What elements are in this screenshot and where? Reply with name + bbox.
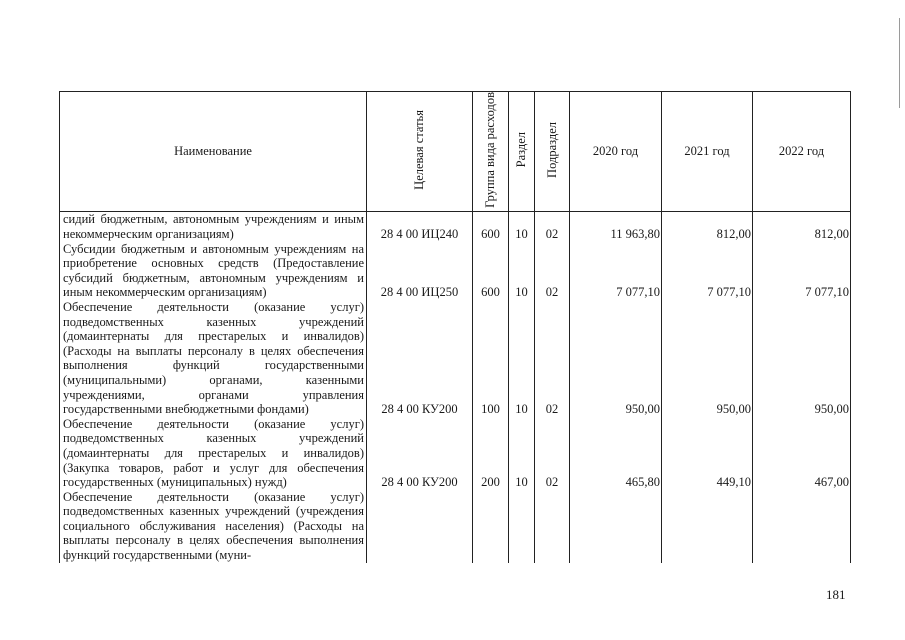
cell-section: 10 — [509, 300, 535, 417]
scan-edge-line — [899, 18, 900, 108]
page-number: 181 — [826, 587, 846, 602]
cell-section: 10 — [509, 417, 535, 490]
header-2021: 2021 год — [662, 92, 753, 212]
cell-2022: 7 077,10 — [753, 242, 851, 300]
cell-2020: 950,00 — [570, 300, 662, 417]
cell-section — [509, 490, 535, 563]
table-row — [60, 417, 851, 490]
cell-expense-group — [473, 490, 509, 563]
cell-2021: 7 077,10 — [662, 242, 753, 300]
cell-section: 10 — [509, 212, 535, 242]
cell-2020: 465,80 — [570, 417, 662, 490]
cell-2020: 11 963,80 — [570, 212, 662, 242]
header-target-article: Целевая статья — [367, 92, 473, 212]
cell-subsection: 02 — [535, 212, 570, 242]
cell-target-article: 28 4 00 ИЦ250 — [367, 242, 473, 300]
header-2022: 2022 год — [753, 92, 851, 212]
cell-expense-group: 600 — [473, 242, 509, 300]
cell-name: Обеспечение деятельности (оказание услуг) подведомственных казенных учреждений (домаинтернаты для престарелых и инвалидов) (Расходы на выплаты персоналу в целях обеспечения выполнения функций государственными (муниципальными) органами, казенными учреждениями, органами управления государственными внебюджетными фондами) — [60, 300, 367, 417]
cell-expense-group: 600 — [473, 212, 509, 242]
cell-section: 10 — [509, 242, 535, 300]
cell-subsection: 02 — [535, 300, 570, 417]
table-row — [60, 300, 851, 417]
cell-name: Обеспечение деятельности (оказание услуг) подведомственных казенных учреждений (учреждения социального обслуживания населения) (Расходы на выплаты персоналу в целях обеспечения выполнения функций государственными (муни- — [60, 490, 367, 563]
cell-name: Субсидии бюджетным и автономным учреждениям на приобретение основных средств (Предоставление субсидий бюджетным, автономным учреждениям и иным некоммерческим организациям) — [60, 242, 367, 300]
cell-2022: 467,00 — [753, 417, 851, 490]
table-row — [60, 490, 851, 563]
cell-2022: 812,00 — [753, 212, 851, 242]
table-body — [60, 212, 851, 563]
cell-expense-group: 100 — [473, 300, 509, 417]
cell-2021 — [662, 490, 753, 563]
cell-2020: 7 077,10 — [570, 242, 662, 300]
table-row — [60, 212, 851, 242]
cell-name: сидий бюджетным, автономным учреждениям и иным некоммерческим организациям) — [60, 212, 367, 242]
cell-subsection — [535, 490, 570, 563]
header-name: Наименование — [60, 92, 367, 212]
cell-2022 — [753, 490, 851, 563]
cell-2021: 449,10 — [662, 417, 753, 490]
table-row — [60, 242, 851, 300]
cell-target-article: 28 4 00 КУ200 — [367, 417, 473, 490]
cell-target-article: 28 4 00 КУ200 — [367, 300, 473, 417]
cell-target-article: 28 4 00 ИЦ240 — [367, 212, 473, 242]
cell-subsection: 02 — [535, 417, 570, 490]
cell-target-article — [367, 490, 473, 563]
cell-expense-group: 200 — [473, 417, 509, 490]
cell-2021: 812,00 — [662, 212, 753, 242]
header-row — [60, 92, 851, 212]
budget-table — [59, 91, 851, 563]
header-section: Раздел — [509, 92, 535, 212]
header-subsection: Подраздел — [535, 92, 570, 212]
cell-2021: 950,00 — [662, 300, 753, 417]
cell-subsection: 02 — [535, 242, 570, 300]
header-expense-group: Группа вида расходов — [473, 92, 509, 212]
cell-2020 — [570, 490, 662, 563]
cell-name: Обеспечение деятельности (оказание услуг) подведомственных казенных учреждений (домаинтернаты для престарелых и инвалидов) (Закупка товаров, работ и услуг для обеспечения государственных (муниципальных) нужд) — [60, 417, 367, 490]
cell-2022: 950,00 — [753, 300, 851, 417]
header-2020: 2020 год — [570, 92, 662, 212]
